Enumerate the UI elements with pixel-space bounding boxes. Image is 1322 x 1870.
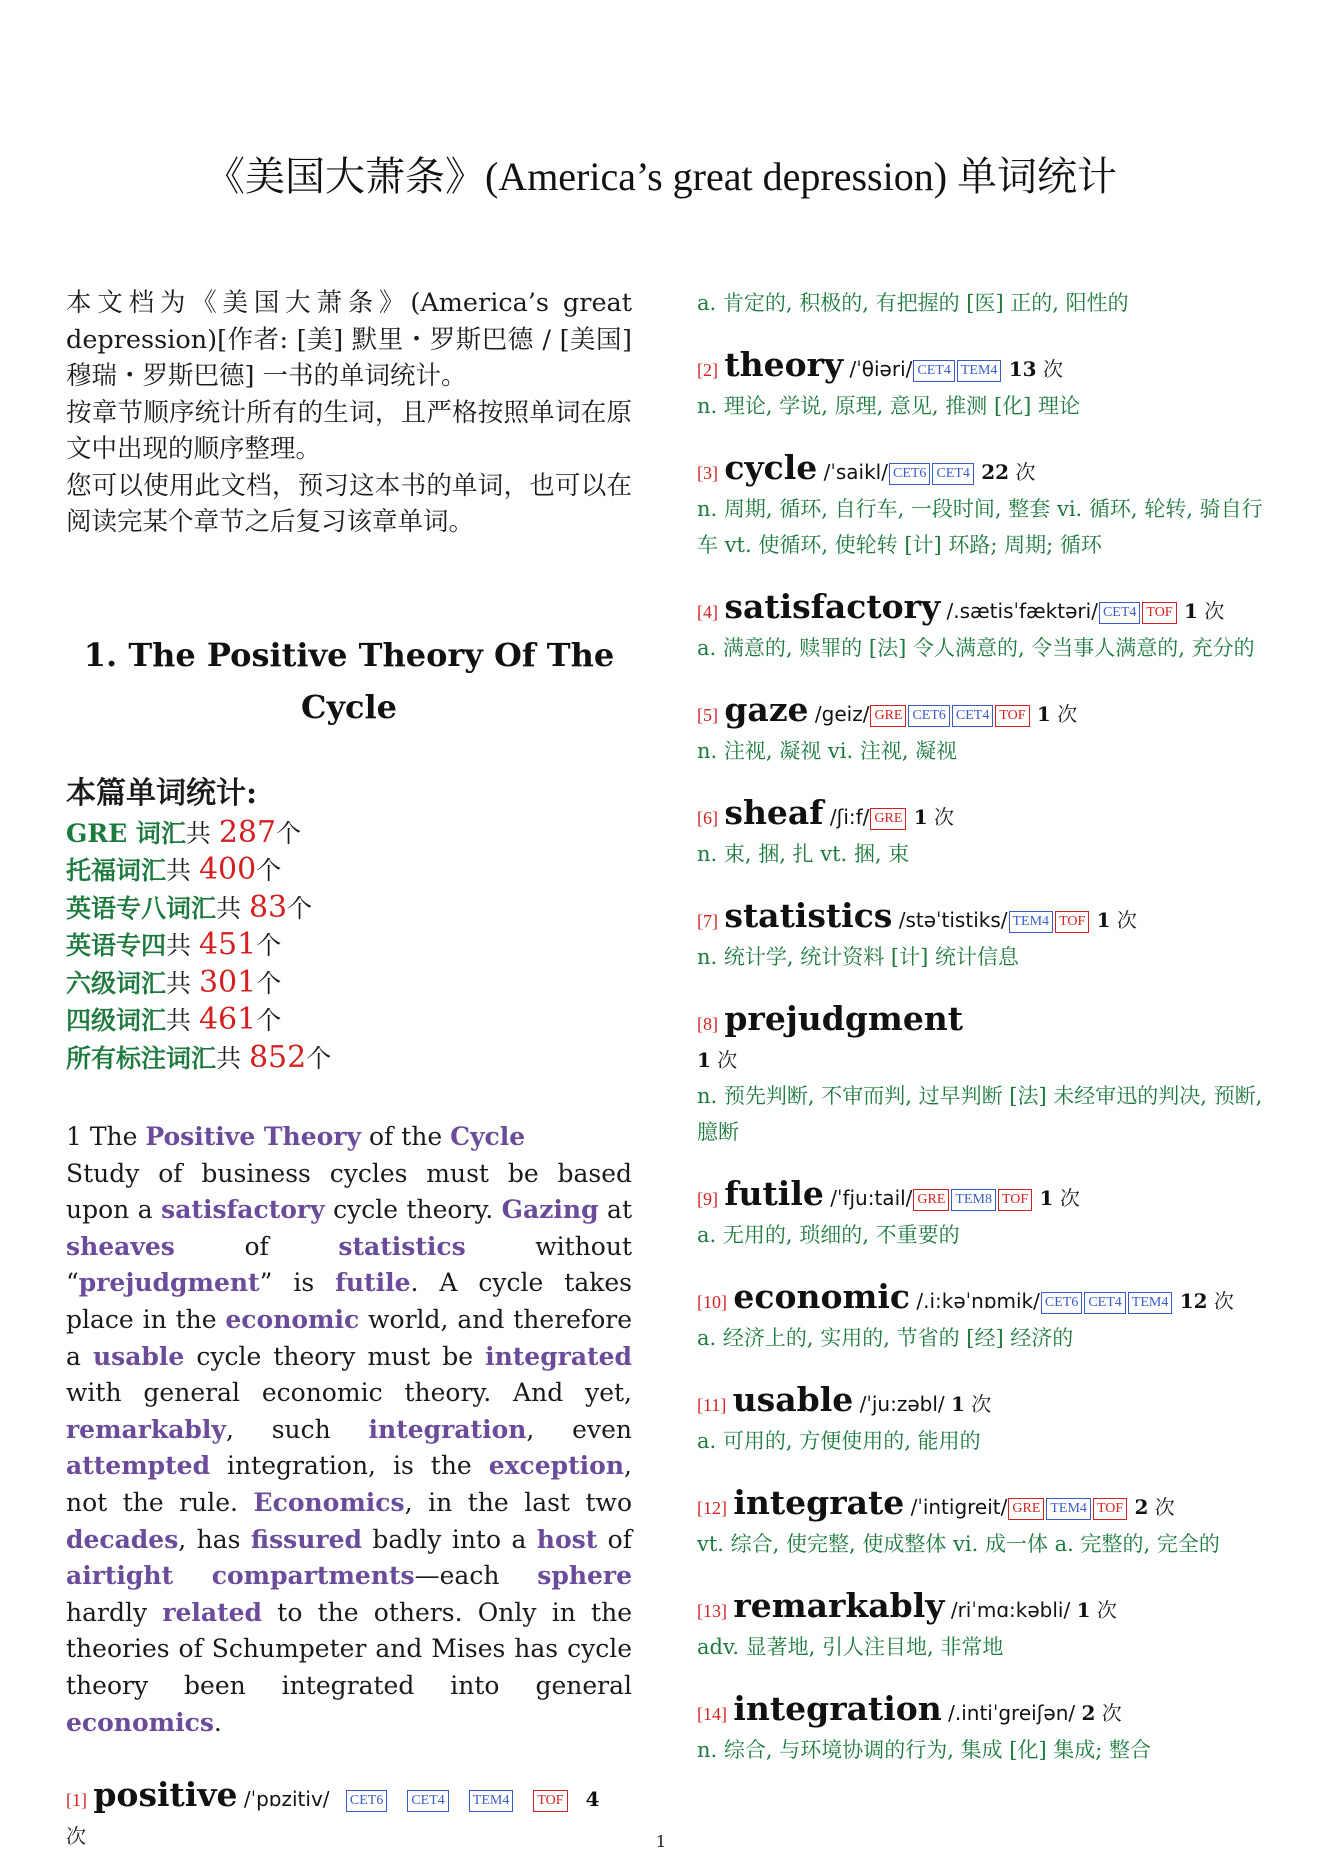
stats-heading: 本篇单词统计: <box>66 775 258 811</box>
entry-index: [13] <box>697 1601 727 1621</box>
entry-count: 13 <box>1008 357 1037 381</box>
entry-header <box>697 589 1272 630</box>
stat-line: GRE 词汇共 287个 <box>66 814 302 850</box>
entry-count: 1 <box>1183 599 1198 623</box>
entry-count-unit: 次 <box>1059 1186 1080 1210</box>
entry-phonetic: /riˈmɑ:kəbli/ <box>950 1598 1071 1622</box>
stat-line: 托福词汇共 400个 <box>66 852 282 887</box>
entry-header <box>697 450 1272 491</box>
entry-count-unit: 次 <box>1101 1701 1122 1725</box>
entry-index: [3] <box>697 463 718 483</box>
entry-word: usable <box>732 1380 854 1419</box>
entry-phonetic: /.i:kəˈnɒmik/ <box>916 1289 1040 1313</box>
right-column <box>697 285 1272 1794</box>
entry-definition: n. 注视, 凝视 vi. 注视, 凝视 <box>697 739 958 763</box>
stat-line: 六级词汇共 301个 <box>66 964 282 1000</box>
exam-tag: CET6 <box>908 705 949 727</box>
entry-header <box>697 1485 1272 1526</box>
word-entry <box>697 1588 1272 1665</box>
entry-count-unit: 次 <box>1015 460 1036 484</box>
entry-count-unit: 次 <box>1204 599 1225 623</box>
entry-definition: a. 满意的, 赎罪的 [法] 令人满意的, 令当事人满意的, 充分的 <box>697 636 1255 660</box>
entry-header <box>697 795 1272 836</box>
section-heading: 1. The Positive Theory Of The Cycle <box>83 635 615 726</box>
entry-word: theory <box>724 345 844 384</box>
entry-definition: n. 周期, 循环, 自行车, 一段时间, 整套 vi. 循环, 轮转, 骑自行车 vt. 使循环, 使轮转 [计] 环路; 周期; 循环 <box>697 497 1263 557</box>
intro <box>66 285 632 541</box>
entry-count-unit: 次 <box>717 1048 738 1072</box>
exam-tag: TOF <box>1142 602 1176 624</box>
exam-tag: TOF <box>1093 1498 1127 1520</box>
entry-phonetic: /.sætisˈfæktəri/ <box>946 599 1098 623</box>
exam-tag: TEM4 <box>1128 1292 1173 1314</box>
entry-count: 1 <box>1039 1186 1054 1210</box>
entry-word: positive <box>93 1775 238 1815</box>
word-entry <box>697 898 1272 975</box>
word-entry <box>697 1176 1272 1253</box>
word-entry <box>697 347 1272 424</box>
entry-phonetic: /.intiˈgreiʃən/ <box>948 1701 1076 1725</box>
entry-index: [2] <box>697 360 718 380</box>
entry-word: sheaf <box>724 793 824 832</box>
exam-tag: CET6 <box>346 1790 387 1812</box>
intro-line-3: 您可以使用此文档，预习这本书的单词，也可以在阅读完某个章节之后复习该章单词。 <box>66 470 632 537</box>
entry-word: remarkably <box>733 1586 945 1625</box>
exam-tag: CET4 <box>1084 1292 1125 1314</box>
entry-count: 1 <box>697 1048 711 1072</box>
stat-line: 英语专八词汇共 83个 <box>66 889 313 925</box>
entry-count-unit: 次 <box>1042 357 1063 381</box>
entry-definition: n. 统计学, 统计资料 [计] 统计信息 <box>697 945 1019 969</box>
exam-tag: TEM8 <box>951 1189 996 1211</box>
source-heading: 1 The Positive Theory of the Cycle <box>66 1122 526 1151</box>
entry-index: [14] <box>697 1704 727 1724</box>
exam-tag: CET4 <box>952 705 993 727</box>
exam-tag: TOF <box>998 1189 1032 1211</box>
left-column <box>66 285 632 1854</box>
exam-tag: CET6 <box>1041 1292 1082 1314</box>
exam-tag: TEM4 <box>469 1790 514 1812</box>
entry-index: [1] <box>66 1790 87 1811</box>
exam-tag: GRE <box>913 1189 949 1211</box>
entry-word: statistics <box>724 896 893 935</box>
exam-tag: CET4 <box>913 360 954 382</box>
exam-tag: TOF <box>533 1790 567 1812</box>
exam-tag: GRE <box>1008 1498 1044 1520</box>
entry-count: 1 <box>913 805 928 829</box>
word-entry <box>697 1382 1272 1459</box>
entry-header <box>697 898 1272 939</box>
entry-phonetic: /stəˈtistiks/ <box>898 908 1008 932</box>
entry-header <box>697 1001 1272 1042</box>
entry-count: 22 <box>981 460 1010 484</box>
entry-count-unit: 次 <box>66 1824 86 1849</box>
entry-index: [5] <box>697 705 718 725</box>
entry-count-unit: 次 <box>971 1392 992 1416</box>
entry-count: 4 <box>585 1787 600 1812</box>
entry-index: [11] <box>697 1395 727 1415</box>
entry-definition: n. 综合, 与环境协调的行为, 集成 [化] 集成; 整合 <box>697 1738 1152 1762</box>
word-entry <box>697 1691 1272 1768</box>
entry-count-line <box>697 1042 1272 1078</box>
entry-word: cycle <box>724 448 818 487</box>
entry-index: [8] <box>697 1014 718 1034</box>
entry-header <box>697 1588 1272 1629</box>
entry-index: [10] <box>697 1292 727 1312</box>
exam-tag: CET4 <box>932 463 973 485</box>
entry-count: 1 <box>1076 1598 1091 1622</box>
entry-definition: vt. 综合, 使完整, 使成整体 vi. 成一体 a. 完整的, 完全的 <box>697 1532 1220 1556</box>
entry-definition: a. 可用的, 方便使用的, 能用的 <box>697 1429 981 1453</box>
entry-phonetic: /ˈju:zəbl/ <box>859 1392 945 1416</box>
exam-tag: CET6 <box>889 463 930 485</box>
page-number: 1 <box>655 1832 667 1851</box>
entry-word: integration <box>733 1689 942 1728</box>
word-entry <box>697 589 1272 666</box>
entry-count-unit: 次 <box>934 805 955 829</box>
exam-tag: TEM4 <box>1009 911 1054 933</box>
entry-header <box>697 692 1272 733</box>
entry-phonetic: /geiz/ <box>814 702 870 726</box>
intro-line-2: 按章节顺序统计所有的生词，且严格按照单词在原文中出现的顺序整理。 <box>66 397 632 464</box>
stat-line: 所有标注词汇共 852个 <box>66 1039 332 1075</box>
entry-count-unit: 次 <box>1116 908 1137 932</box>
page-title: 《美国大萧条》(America’s great depression) 单词统计 <box>204 154 1118 199</box>
word-entry <box>697 450 1272 563</box>
stat-line: 四级词汇共 461个 <box>66 1002 282 1037</box>
stats-list <box>66 815 632 1078</box>
entry-index: [6] <box>697 808 718 828</box>
entry-header <box>697 1382 1272 1423</box>
entry-definition: adv. 显著地, 引人注目地, 非常地 <box>697 1635 1004 1659</box>
entry-word: satisfactory <box>724 587 941 626</box>
stat-line: 英语专四共 451个 <box>66 927 282 962</box>
entry-definition: a. 肯定的, 积极的, 有把握的 [医] 正的, 阳性的 <box>697 291 1129 315</box>
intro-line-1: 本文档为《美国大萧条》(America’s great depression)[作者: [美] 默里・罗斯巴德 / [美国] 穆瑞・罗斯巴德] 一书的单词统计。 <box>66 288 632 391</box>
entry-count-unit: 次 <box>1154 1495 1175 1519</box>
word-entry <box>697 1001 1272 1150</box>
exam-tag: CET4 <box>1099 602 1140 624</box>
exam-tag: CET4 <box>407 1790 448 1812</box>
entry-count-unit: 次 <box>1096 1598 1117 1622</box>
exam-tag: TEM4 <box>957 360 1002 382</box>
entry-word: gaze <box>724 690 809 729</box>
entry-count: 12 <box>1179 1289 1208 1313</box>
entry-phonetic: /ˈfju:tail/ <box>830 1186 913 1210</box>
entry-word: prejudgment <box>724 999 964 1038</box>
source-text <box>66 1119 632 1741</box>
entry-index: [7] <box>697 911 718 931</box>
entry-count-unit: 次 <box>1213 1289 1234 1313</box>
exam-tag: TEM4 <box>1046 1498 1091 1520</box>
entry-count: 2 <box>1081 1701 1096 1725</box>
word-entry <box>697 1485 1272 1562</box>
entry-phonetic: /ʃi:f/ <box>829 805 870 829</box>
entry-index: [12] <box>697 1498 727 1518</box>
entry-word: futile <box>724 1174 824 1213</box>
entry-phonetic: /ˈsaikl/ <box>823 460 888 484</box>
entry-header <box>697 1176 1272 1217</box>
entry-header <box>697 1691 1272 1732</box>
entry-definition: n. 束, 捆, 扎 vt. 捆, 束 <box>697 842 910 866</box>
entry-definition: a. 无用的, 琐细的, 不重要的 <box>697 1223 960 1247</box>
entry-header <box>697 1279 1272 1320</box>
entry-count: 1 <box>950 1392 965 1416</box>
entry-phonetic: /ˈintigreit/ <box>910 1495 1008 1519</box>
entry-index: [4] <box>697 602 718 622</box>
entry-header <box>697 347 1272 388</box>
entry-word: integrate <box>733 1483 905 1522</box>
entry-phonetic: /ˈpɒzitiv/ <box>243 1787 330 1812</box>
exam-tag: GRE <box>870 808 906 830</box>
entry-count: 2 <box>1134 1495 1149 1519</box>
entry-definition: a. 经济上的, 实用的, 节省的 [经] 经济的 <box>697 1326 1074 1350</box>
exam-tag: TOF <box>995 705 1029 727</box>
word-entry <box>697 1279 1272 1356</box>
exam-tag: TOF <box>1055 911 1089 933</box>
entry-phonetic: /ˈθiəri/ <box>849 357 913 381</box>
source-paragraph: Study of business cycles must be based upon a satisfactory cycle theory. Gazing at sheaves of statistics without “prejudgment” is futile. A cycle takes place in the economic world, and therefore a usable cycle theory must be integrated with general economic theory. And yet, remarkably, such integration, even attempted integration, is the exception, not the rule. Economics, in the last two decades, has fissured badly into a host of airtight compartments—each sphere hardly related to the others. Only in the theories of Schumpeter and Mises has cycle theory been integrated into general economics. <box>66 1158 633 1737</box>
entry-index: [9] <box>697 1189 718 1209</box>
word-entry <box>697 795 1272 872</box>
entry-count: 1 <box>1096 908 1111 932</box>
word-list-right <box>697 285 1272 1768</box>
entry-definition: n. 理论, 学说, 原理, 意见, 推测 [化] 理论 <box>697 394 1081 418</box>
word-entry <box>697 692 1272 769</box>
entry-definition: n. 预先判断, 不审而判, 过早判断 [法] 未经审迅的判决, 预断, 臆断 <box>697 1084 1263 1144</box>
entry-word: economic <box>733 1277 911 1316</box>
entry-count-unit: 次 <box>1057 702 1078 726</box>
exam-tag: GRE <box>870 705 906 727</box>
entry-count: 1 <box>1036 702 1051 726</box>
